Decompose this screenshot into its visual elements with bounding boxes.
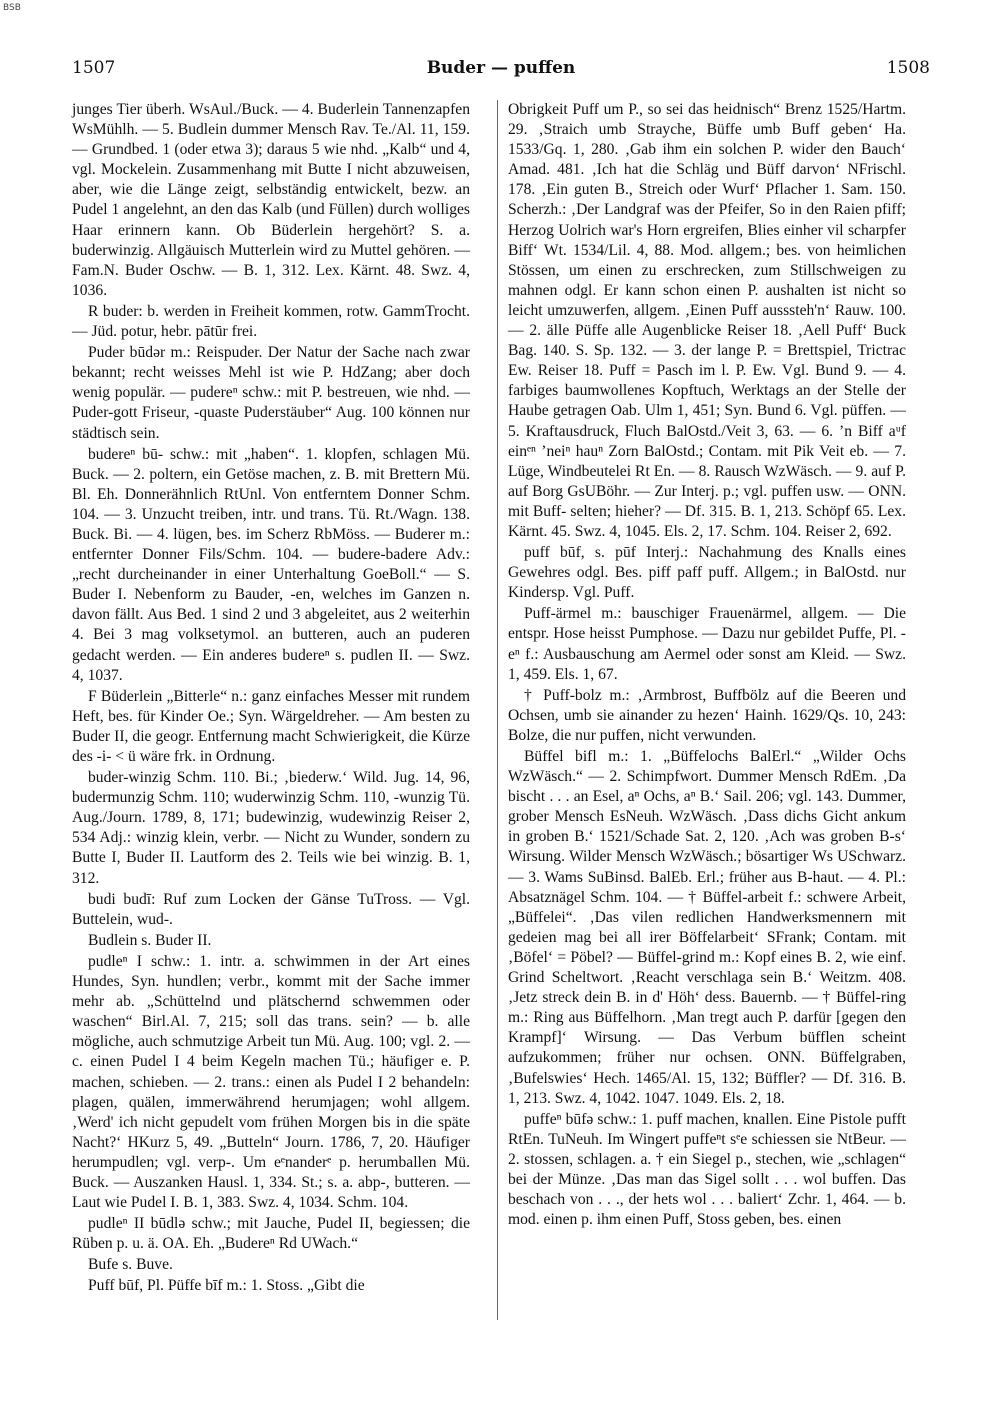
right-page-number: 1508: [886, 58, 930, 78]
dictionary-entry: Puder būdər m.: Reispuder. Der Natur der Sache nach zwar bekannt; recht weisses Mehl ist wie P. HdZang; aber doch wenig populär. — pudereⁿ schw.: mit P. bestreuen, wie nhd. — Puder-gott Friseur, -quaste Puderstäuber“ Aug. 100 können nur städtisch sein.: [72, 344, 470, 442]
running-title: Buder — puffen: [426, 58, 576, 78]
dictionary-entry: F Büderlein „Bitterle“ n.: ganz einfaches Messer mit rundem Heft, bes. für Kinder Oe.; Syn. Wärgeldreher. — Am besten zu Buder II, die geogr. Entfernung macht Schwierigkeit, die Kürze des -i- < ü wäre frk. in Ordnung.: [72, 687, 470, 765]
dictionary-entry: Puff-ärmel m.: bauschiger Frauenärmel, allgem. — Die entspr. Hose heisst Pumphose. — Dazu nur gebildet Puffe, Pl. -eⁿ f.: Ausbauschung am Aermel oder sonst am Kleid. — Swz. 1, 459. Els. 1, 67.: [508, 605, 906, 683]
dictionary-entry: puff būf, s. pūf Interj.: Nachahmung des Knalls eines Gewehres odgl. Bes. piff paff puff. Allgem.; in BalOstd. nur Kindersp. Vgl. Puff.: [508, 544, 906, 602]
dictionary-entry: R buder: b. werden in Freiheit kommen, rotw. GammTrocht. — Jüd. potur, hebr. pātūr frei.: [72, 302, 470, 341]
dictionary-entry: Budlein s. Buder II.: [88, 931, 212, 949]
dictionary-entry: budereⁿ bū- schw.: mit „haben“. 1. klopfen, schlagen Mü. Buck. — 2. poltern, ein Getöse machen, z. B. mit Brettern Mü. Bl. Eh. Donnerähnlich RtUnl. Von entferntem Donner Schm. 104. — 3. Unzucht treiben, intr. und trans. Tü. Rt./Wagn. 138. Buck. Bi. — 4. lügen, bes. im Scherz RbMöss. — Buderer m.: entfernter Donner Fils/Schm. 104. — budere-badere Adv.: „recht durcheinander in einer Unterhaltung GoeBoll.“ — S. Buder I. Nebenform zu Bauder, -en, welches im Ganzen n. davon fällt. Aus Bed. 1 sind 2 und 3 abgeleitet, aus 2 weiterhin 4. Bei 3 mag volksetymol. an butteren, auch an puderen gedacht werden. — Ein anderes budereⁿ s. pudlen II. — Swz. 4, 1037.: [72, 445, 470, 684]
dictionary-entry: Büffel bifl m.: 1. „Büffelochs BalErl.“ „Wilder Ochs WzWäsch.“ — 2. Schimpfwort. Dummer Mensch RdEm. ‚Da bischt . . . an Esel, aⁿ Ochs, aⁿ B.‘ Sail. 206; vgl. 143. Dummer, grober Mensch EsNeuh. WzWäsch. ‚Dass dichs Gicht ankum in groben B.‘ 1521/Schade Sat. 2, 120. ‚Ach was groben B-s‘ Wirsung. Wilder Mensch WzWäsch.; bösartiger Ws USchwarz. — 3. Wams SuBinsd. BalEb. Erl.; früher aus B-haut. — 4. Pl.: Absatznägel Schm. 104. — † Büffel-arbeit f.: schwere Arbeit, „Büffelei“. ‚Das vilen redlichen Handwerksmennern mit gedeien mag bei all irer Böffelarbeit‘ SFrank; Contam. mit ‚Böfel‘ = Pöbel? — Büffel-grind m.: Kopf eines B. 2, wie einf. Grind Scheltwort. ‚Reacht verschlaga sein B.‘ Weitzm. 408. ‚Jetz streck dein B. in d' Höh‘ dess. Bauernb. — † Büffel-ring m.: Ring aus Büffelhorn. ‚Man tregt auch P. darfür [gegen den Krampf]‘ Wirsung. — Das Verbum büfflen scheint aufzukommen; früher nur ochsen. ONN. Büffelgraben, ‚Bufelswies‘ Hech. 1465/Al. 15, 132; Büffler? — Df. 316. B. 1, 213. Swz. 4, 1042. 1047. 1049. Els. 2, 18.: [508, 748, 906, 1107]
dictionary-entry: puffeⁿ būfə schw.: 1. puff machen, knallen. Eine Pistole pufft RtEn. TuNeuh. Im Wingert puffeⁿt sᵉe schiessen sie NtBeur. — 2. stossen, schlagen. a. † ein Siegel p., stechen, wie „schlagen“ bei der Münze. ‚Das man das Sigel sollt . . . wol buffen. Das beschach von . . ., der hets wol . . . baliert‘ Zchr. 1, 464. — b. mod. einen p. ihm einen Puff, Stoss geben, bes. einen: [508, 1110, 906, 1229]
left-column: [72, 100, 470, 1298]
dictionary-entry: Puff būf, Pl. Püffe bīf m.: 1. Stoss. „Gibt die: [88, 1277, 365, 1295]
column-divider: [497, 100, 498, 1320]
dictionary-entry: junges Tier überh. WsAul./Buck. — 4. Buderlein Tannenzapfen WsMühlh. — 5. Budlein dummer Mensch Rav. Te./Al. 11, 159. — Grundbed. 1 (oder etwa 3); daraus 5 wie nhd. „Kalb“ und 4, vgl. Mockelein. Zusammenhang mit Butte I nicht abzuweisen, aber, wie die Länge zeigt, selbständig entwickelt, bezw. an Pudel 1 angelehnt, an den das Kalb (und Füllen) durch wolliges Haar erinnern kann. Ob Büderlein hergehört? S. a. buderwinzig. Allgäuisch Mutterlein wird zu Muttel gehören. — Fam.N. Buder Oschw. — B. 1, 312. Lex. Kärnt. 48. Swz. 4, 1036.: [72, 101, 470, 299]
dictionary-entry: buder-winzig Schm. 110. Bi.; ‚biederw.‘ Wild. Jug. 14, 96, budermunzig Schm. 110; wuderwinzig Schm. 110, -wunzig Tü. Aug./Journ. 1789, 8, 171; budewinzig, wudewinzig Reiser 2, 534 Adj.: winzig klein, verbr. — Nicht zu Wunder, sondern zu Butte I, Buder II. Lautform des 2. Teils wie bei winzig. B. 1, 312.: [72, 769, 470, 887]
page-header: [72, 58, 930, 84]
dictionary-entry: pudleⁿ I schw.: 1. intr. a. schwimmen in der Art eines Hundes, Syn. hundlen; verbr., kommt mit der Sache immer mehr ab. „Schüttelnd und plätschernd schwemmen oder waschen“ Birl.Al. 7, 215; soll das trans. sein? — b. alle mögliche, auch schmutzige Arbeit tun Mü. Aug. 100; vgl. 2. — c. einen Pudel I 4 beim Kegeln machen Tü.; häufiger e. P. machen, schieben. — 2. trans.: einen als Pudel I 2 behandeln: plagen, quälen, immerwährend herumjagen; wohl allgem. ‚Werd' ich nicht gepudelt vom frühen Morgen bis in die späte Nacht?‘ HKurz 5, 49. „Butteln“ Journ. 1786, 7, 20. Häufiger herumpudlen; vgl. verp-. Um eᵉnanderᵉ p. herumballen Mü. Buck. — Auszanken Hausl. 1, 334. St.; s. a. abp-, butteren. — Laut wie Pudel I. B. 1, 383. Swz. 4, 1034. Schm. 104.: [72, 952, 470, 1212]
library-stamp: BSB: [3, 3, 21, 13]
dictionary-entry: † Puff-bolz m.: ‚Armbrost, Buffbölz auf die Beeren und Ochsen, umb sie ainander zu hezen‘ Hainh. 1629/Qs. 10, 243: Bolze, die nur puffen, nicht verwunden.: [508, 686, 906, 744]
dictionary-entry: Bufe s. Buve.: [88, 1256, 173, 1274]
dictionary-entry: budi budī: Ruf zum Locken der Gänse TuTross. — Vgl. Buttelein, wud-.: [72, 890, 470, 928]
dictionary-entry: pudleⁿ II būdlə schw.; mit Jauche, Pudel II, begiessen; die Rüben p. u. ä. OA. Eh. „Budereⁿ Rd UWach.“: [72, 1215, 470, 1253]
left-page-number: 1507: [72, 58, 116, 78]
dictionary-entry: Obrigkeit Puff um P., so sei das heidnisch“ Brenz 1525/Hartm. 29. ‚Straich umb Strayche, Büffe umb Buff geben‘ Ha. 1533/Gq. 1, 280. ‚Gab ihm ein solchen P. wider den Bauch‘ Amad. 481. ‚Ich hat die Schläg und Büff darvon‘ NFrischl. 178. ‚Ein guten B., Streich oder Wurf‘ Pflacher 1. Sam. 150. Scherzh.: ‚Der Landgraf was der Pfeifer, So in den Raien pfiff; Herzog Uolrich war's Horn ergreifen, Blies einher vil scharpfer Biff‘ Wt. 1534/Lil. 4, 88. Mod. allgem.; bes. von heimlichen Stössen, um einen zu erschrecken, zum Stillschweigen zu mahnen odgl. Er kann schon einen P. aushalten ist nicht so leicht umzuwerfen, allgem. ‚Einen Puff ausssteh'n‘ Rauw. 100. — 2. älle Püffe alle Augenblicke Reiser 18. ‚Aell Puff‘ Buck Bag. 140. S. Sp. 132. — 3. der lange P. = Brettspiel, Trictrac Ew. Reiser 18. Puff = Pasch im l. P. Ew. Vgl. Bund 9. — 4. farbiges baumwollenes Kopftuch, Werktags an der Stelle der Haube getragen Oab. Ulm 1, 451; Syn. Bund 6. Vgl. püffen. — 5. Kraftausdruck, Fluch BalOstd./Veit 3, 63. — 6. ’n Biff aᵘf einᵉⁿ ’neiⁿ hauⁿ Zorn BalOstd.; Contam. mit Pik Veit eb. — 7. Lüge, Windbeutelei Rt En. — 8. Rausch WzWäsch. — 9. auf P. auf Borg GsUBöhr. — Zur Interj. p.; vgl. puffen usw. — ONN. mit Buff- selten; hieher? — Df. 315. B. 1, 213. Schöpf 65. Lex. Kärnt. 45. Swz. 4, 1045. Els. 2, 17. Schm. 104. Reiser 2, 692.: [508, 101, 906, 540]
right-column: [508, 100, 906, 1231]
